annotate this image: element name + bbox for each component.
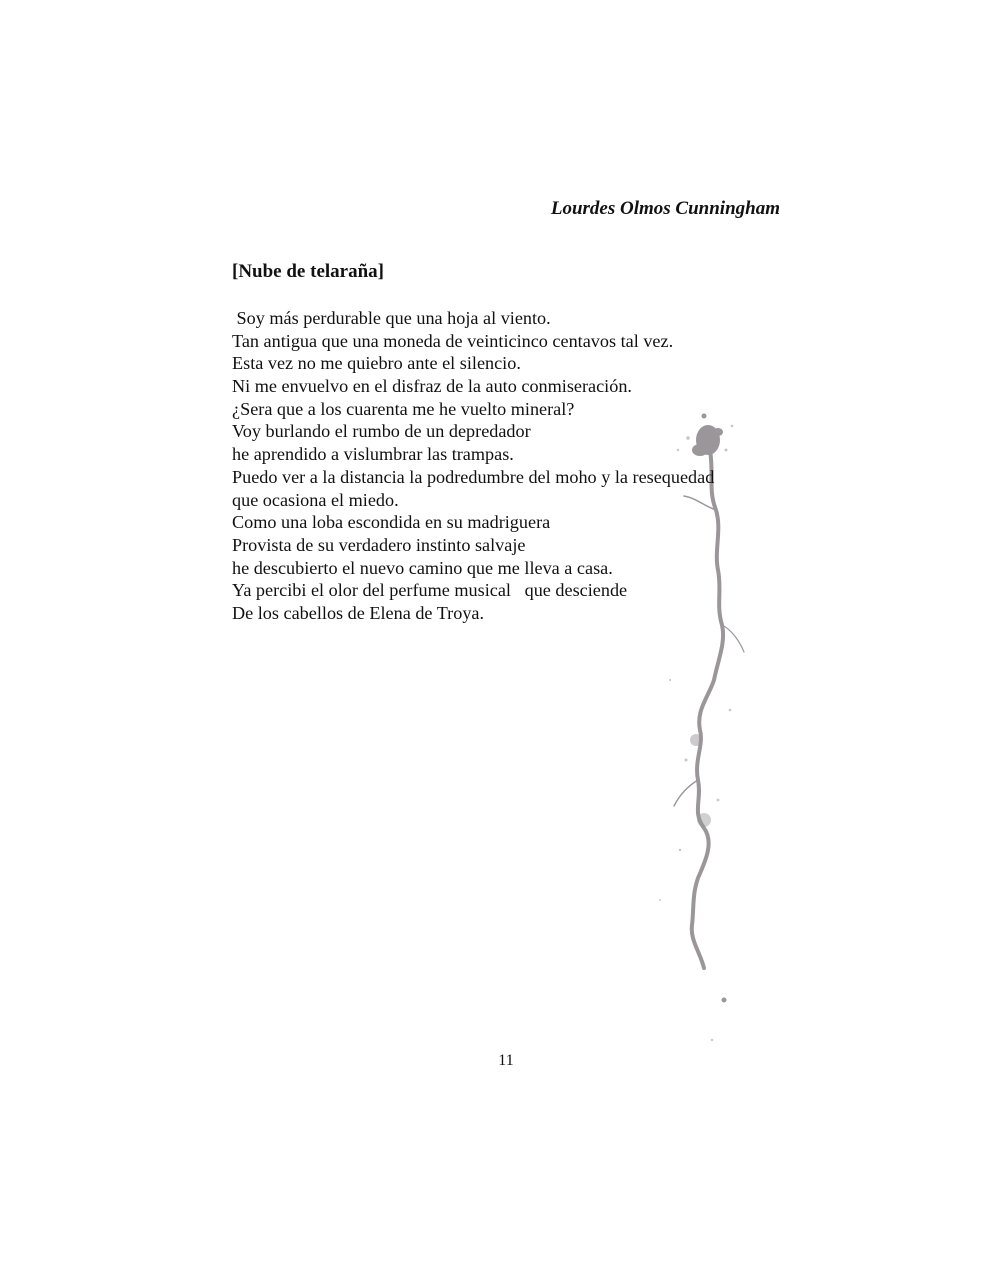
crack-branch <box>722 625 744 652</box>
poem-line: he descubierto el nuevo camino que me lleva a casa. <box>232 557 613 578</box>
poem-line: Provista de su verdadero instinto salvaje <box>232 534 526 555</box>
poem-line: Como una loba escondida en su madriguera <box>232 512 551 533</box>
author-name: Lourdes Olmos Cunningham <box>550 198 780 219</box>
crack-branch <box>674 780 698 806</box>
poem-line: que ocasiona el miedo. <box>232 489 399 510</box>
poem-line: Ya percibi el olor del perfume musical que desciende <box>232 580 628 601</box>
poem-line: Puedo ver a la distancia la podredumbre del moho y la resequedad <box>232 466 715 487</box>
poem-line: Ni me envuelvo en el disfraz de la auto conmiseración. <box>232 376 632 397</box>
poem-line: ¿Sera que a los cuarenta me he vuelto mineral? <box>232 398 575 419</box>
poem-line: he aprendido a vislumbrar las trampas. <box>232 444 514 465</box>
poem-body <box>232 307 792 625</box>
poem-line: Esta vez no me quiebro ante el silencio. <box>232 353 521 374</box>
poem-line: De los cabellos de Elena de Troya. <box>232 602 485 623</box>
crack-speckles <box>659 679 731 1041</box>
poem-title: [Nube de telaraña] <box>232 261 384 282</box>
poem-line: Voy burlando el rumbo de un depredador <box>232 421 531 442</box>
page-number: 11 <box>498 1052 514 1069</box>
poem-line: Soy más perdurable que una hoja al viento. <box>232 308 551 328</box>
poem-line: Tan antigua que una moneda de veinticinco centavos tal vez. <box>232 330 674 351</box>
